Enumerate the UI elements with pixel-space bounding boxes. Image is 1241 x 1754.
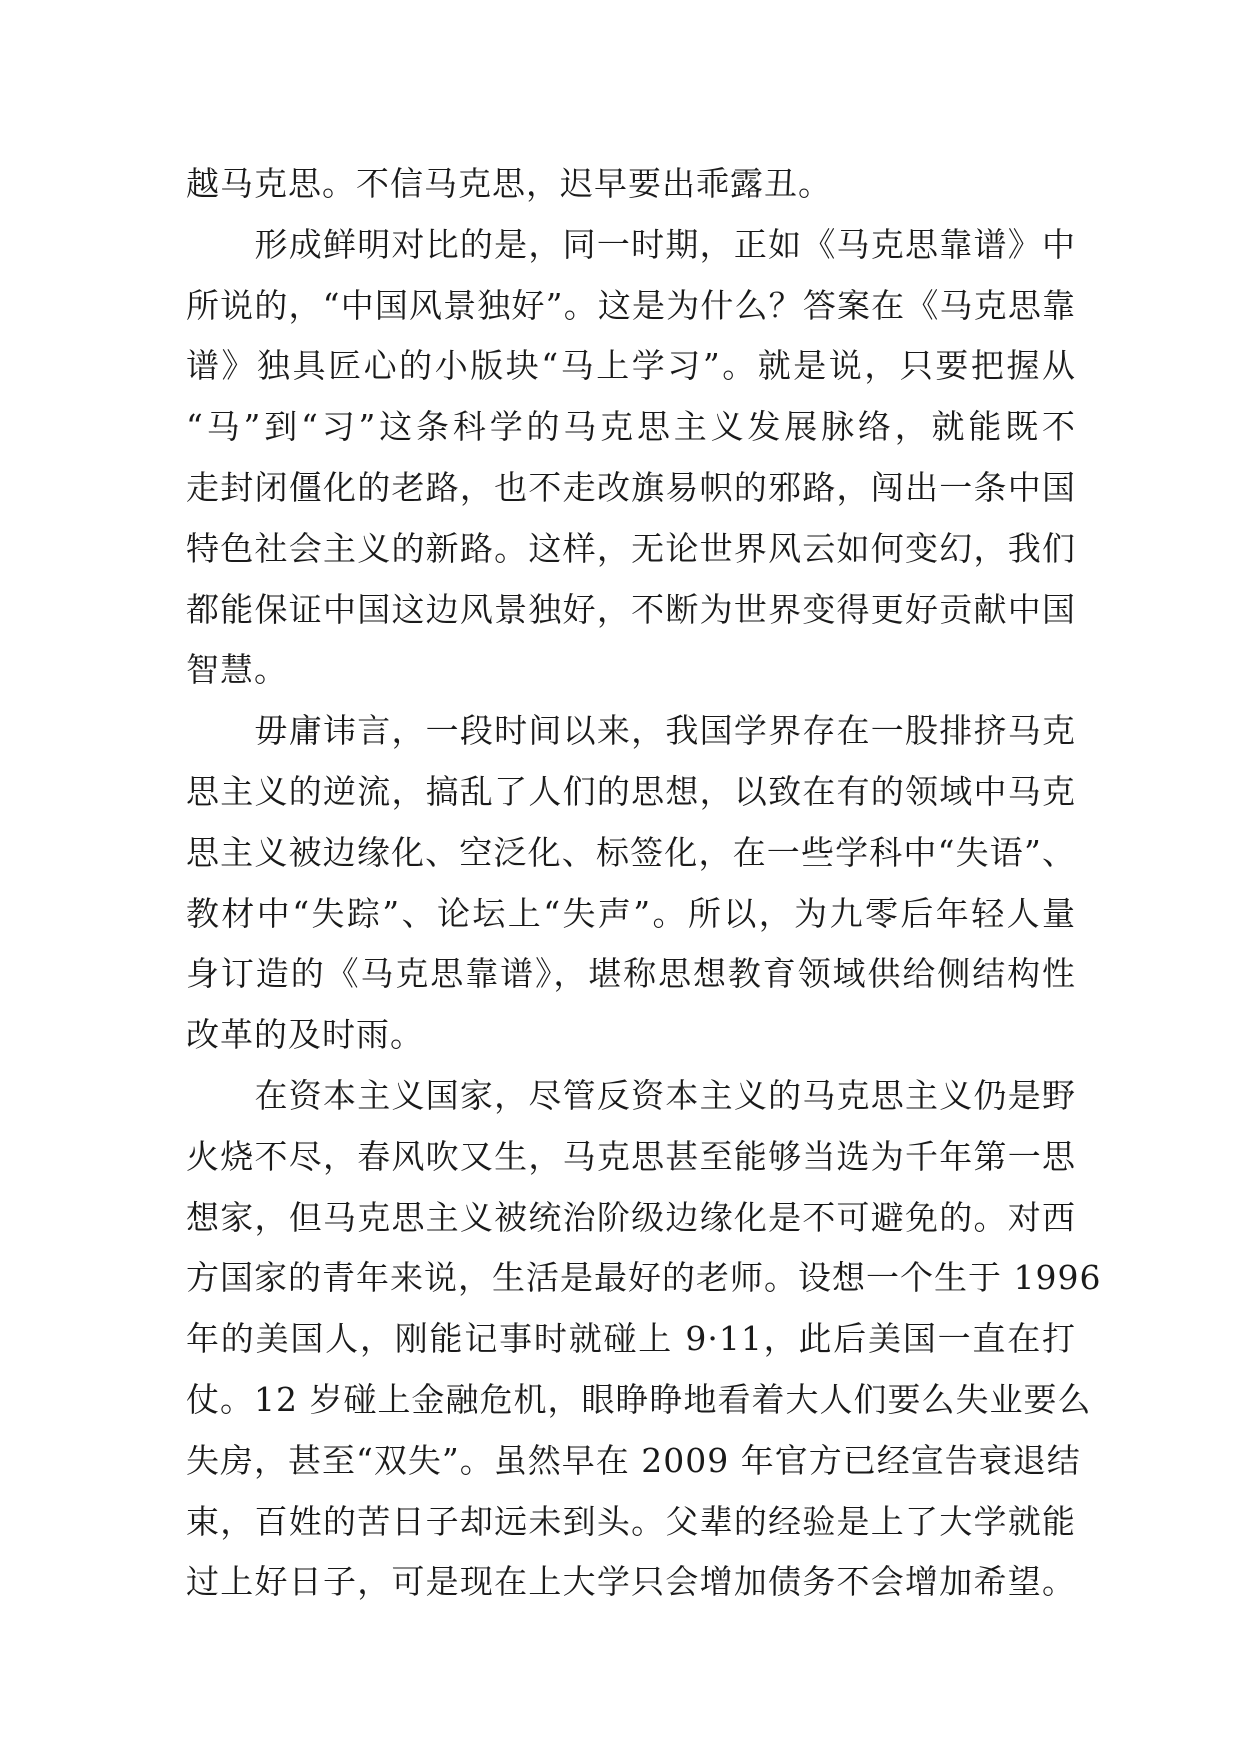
text-line: 仗。12 岁碰上金融危机，眼睁睁地看着大人们要么失业要么 xyxy=(186,1379,1092,1419)
text-line: 越马克思。不信马克思，迟早要出乖露丑。 xyxy=(186,164,832,203)
text-line: 火烧不尽，春风吹又生，马克思甚至能够当选为千年第一思 xyxy=(186,1136,1076,1176)
text-line: 形成鲜明对比的是，同一时期，正如《马克思靠谱》中 xyxy=(186,224,1076,264)
text-line: 思主义的逆流，搞乱了人们的思想，以致在有的领域中马克 xyxy=(186,771,1076,811)
text-line: 改革的及时雨。 xyxy=(186,1015,424,1055)
text-line: 在资本主义国家，尽管反资本主义的马克思主义仍是野 xyxy=(186,1075,1076,1115)
text-line: 智慧。 xyxy=(186,650,288,690)
text-line: 毋庸讳言，一段时间以来，我国学界存在一股排挤马克 xyxy=(186,711,1076,751)
text-line: 都能保证中国这边风景独好，不断为世界变得更好贡献中国 xyxy=(186,589,1076,629)
text-line: 身订造的《马克思靠谱》，堪称思想教育领域供给侧结构性 xyxy=(186,954,1076,994)
text-line: 所说的，“中国风景独好”。这是为什么？答案在《马克思靠 xyxy=(186,285,1076,325)
text-line: 谱》独具匠心的小版块“马上学习”。就是说，只要把握从 xyxy=(186,346,1076,386)
text-line: 方国家的青年来说，生活是最好的老师。设想一个生于 1996 xyxy=(186,1258,1102,1298)
text-line: 失房，甚至“双失”。虽然早在 2009 年官方已经宣告衰退结 xyxy=(186,1440,1081,1480)
text-line: 特色社会主义的新路。这样，无论世界风云如何变幻，我们 xyxy=(186,528,1076,568)
text-line: 过上好日子，可是现在上大学只会增加债务不会增加希望。 xyxy=(186,1562,1076,1602)
text-line: “马”到“习”这条科学的马克思主义发展脉络，就能既不 xyxy=(186,407,1076,447)
text-line: 教材中“失踪”、论坛上“失声”。所以，为九零后年轻人量 xyxy=(186,893,1076,933)
text-line: 走封闭僵化的老路，也不走改旗易帜的邪路，闯出一条中国 xyxy=(186,467,1076,507)
body-text xyxy=(186,154,1102,1613)
text-line: 想家，但马克思主义被统治阶级边缘化是不可避免的。对西 xyxy=(186,1197,1076,1237)
text-line: 年的美国人，刚能记事时就碰上 9·11，此后美国一直在打 xyxy=(186,1319,1076,1359)
text-line: 思主义被边缘化、空泛化、标签化，在一些学科中“失语”、 xyxy=(186,832,1076,872)
text-line: 束，百姓的苦日子却远未到头。父辈的经验是上了大学就能 xyxy=(186,1501,1076,1541)
